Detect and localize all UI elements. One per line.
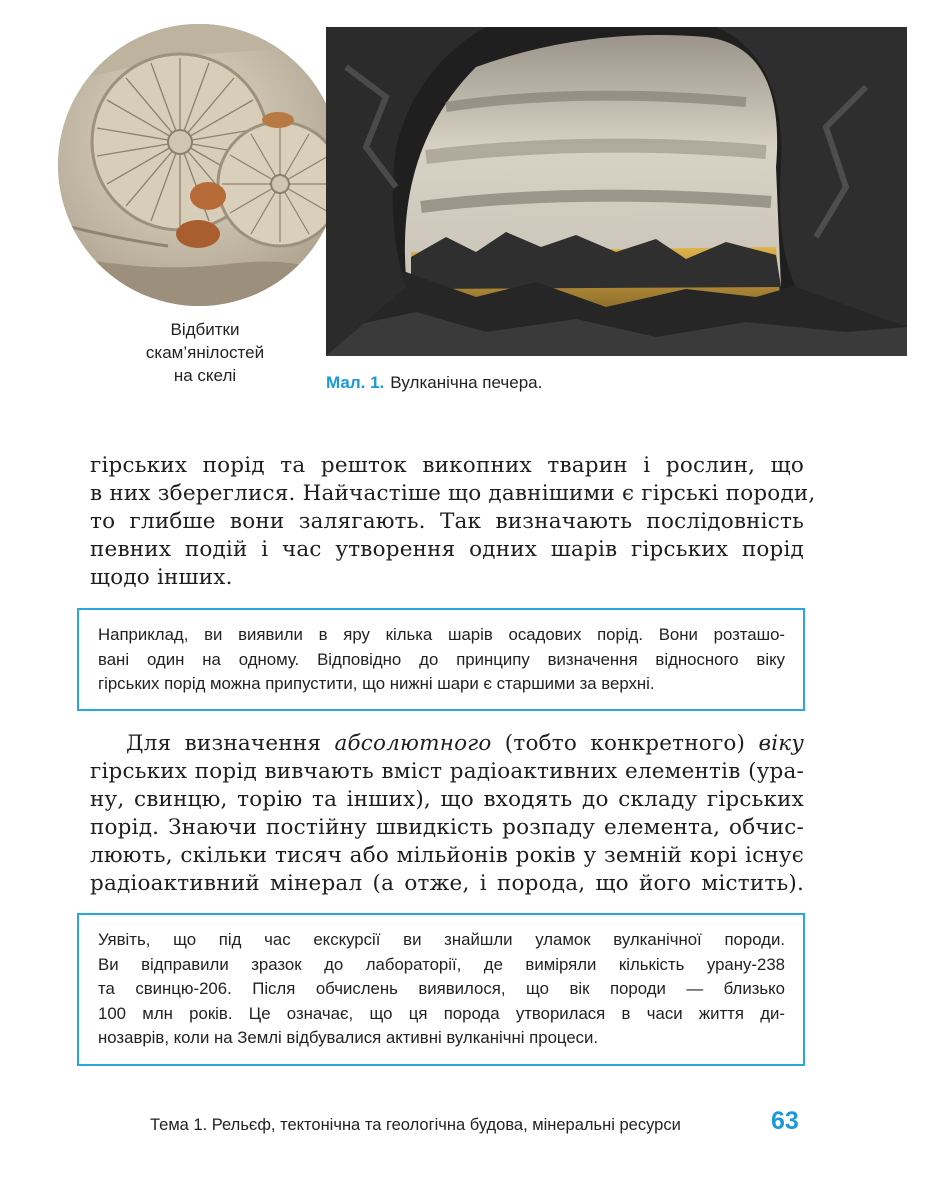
- example-note-box-2: [77, 913, 805, 1066]
- page-number: 63: [771, 1107, 799, 1135]
- fossil-photo: [58, 24, 340, 306]
- paragraph-1-line: щодо інших.: [90, 565, 233, 590]
- note-2-line: 100 млн років. Це означає, що ця порода утворилася в часи життя ди-: [98, 1003, 785, 1023]
- italic-term-age: віку: [758, 731, 804, 756]
- note-2-line: та свинцю-206. Після обчислень виявилося, що вік породи — близько: [98, 979, 785, 998]
- note-2-line: Уявіть, що під час екскурсії ви знайшли уламок вулканічної породи.: [98, 930, 785, 949]
- example-note-box-1: [77, 608, 805, 711]
- note-1-line: вані один на одному. Відповідно до принципу визначення відносного віку: [98, 649, 785, 669]
- note-1-line: Наприклад, ви виявили в яру кілька шарів осадових порід. Вони розташо-: [98, 625, 785, 644]
- fossil-caption: [110, 318, 300, 387]
- fossil-image: [58, 24, 340, 306]
- volcanic-cave-photo: [326, 27, 907, 356]
- note-2-line: нозаврів, коли на Землі відбувалися активні вулканічні процеси.: [98, 1028, 599, 1047]
- paragraph-2-line: гірських порід вивчають вміст радіоактивних елементів (ура-: [90, 759, 804, 784]
- paragraph-2-first-line: [90, 730, 804, 758]
- figure-label: Мал. 1.: [326, 373, 385, 392]
- paragraph-1-line: гірських порід та решток викопних тварин і рослин, що: [90, 453, 804, 478]
- note-1-line: гірських порід можна припустити, що нижні шари є старшими за верхні.: [98, 674, 655, 693]
- paragraph-1-line: певних подій і час утворення одних шарів гірських порід: [90, 537, 804, 562]
- paragraph-2-line: радіоактивний мінерал (а отже, і порода, що його містить).: [90, 871, 804, 896]
- paragraph-2: [90, 730, 804, 898]
- italic-term-absolute: абсолютного: [334, 731, 492, 756]
- paragraph-1: [90, 452, 816, 592]
- fossil-caption-line-2: скам’янілостей: [145, 343, 265, 362]
- paragraph-2-line: порід. Знаючи постійну швидкість розпаду елемента, обчис-: [90, 815, 804, 840]
- paragraph-1-line: в них збереглися. Найчастіше що давнішими є гірські породи,: [90, 481, 816, 506]
- paragraph-2-line: люють, скільки тисяч або мільйонів років у земній корі існує: [90, 843, 804, 868]
- paragraph-1-line: то глибше вони залягають. Так визначають послідовність: [90, 509, 804, 534]
- footer-topic: Тема 1. Рельєф, тектонічна та геологічна будова, мінеральні ресурси: [150, 1116, 681, 1134]
- paragraph-2-line: ну, свинцю, торію та інших), що входять до складу гірських: [90, 787, 804, 812]
- figure-caption-text: Вулканічна печера.: [390, 373, 543, 392]
- note-2-line: Ви відправили зразок до лабораторії, де виміряли кількість урану-238: [98, 954, 785, 974]
- paragraph-2-text: Для визначення: [126, 731, 335, 756]
- fossil-caption-line-1: Відбитки: [170, 320, 240, 339]
- paragraph-2-text: (тобто конкретного): [491, 731, 759, 756]
- volcanic-cave-image: [326, 27, 907, 356]
- fossil-caption-line-3: на скелі: [173, 366, 237, 385]
- figure-caption: [326, 373, 542, 393]
